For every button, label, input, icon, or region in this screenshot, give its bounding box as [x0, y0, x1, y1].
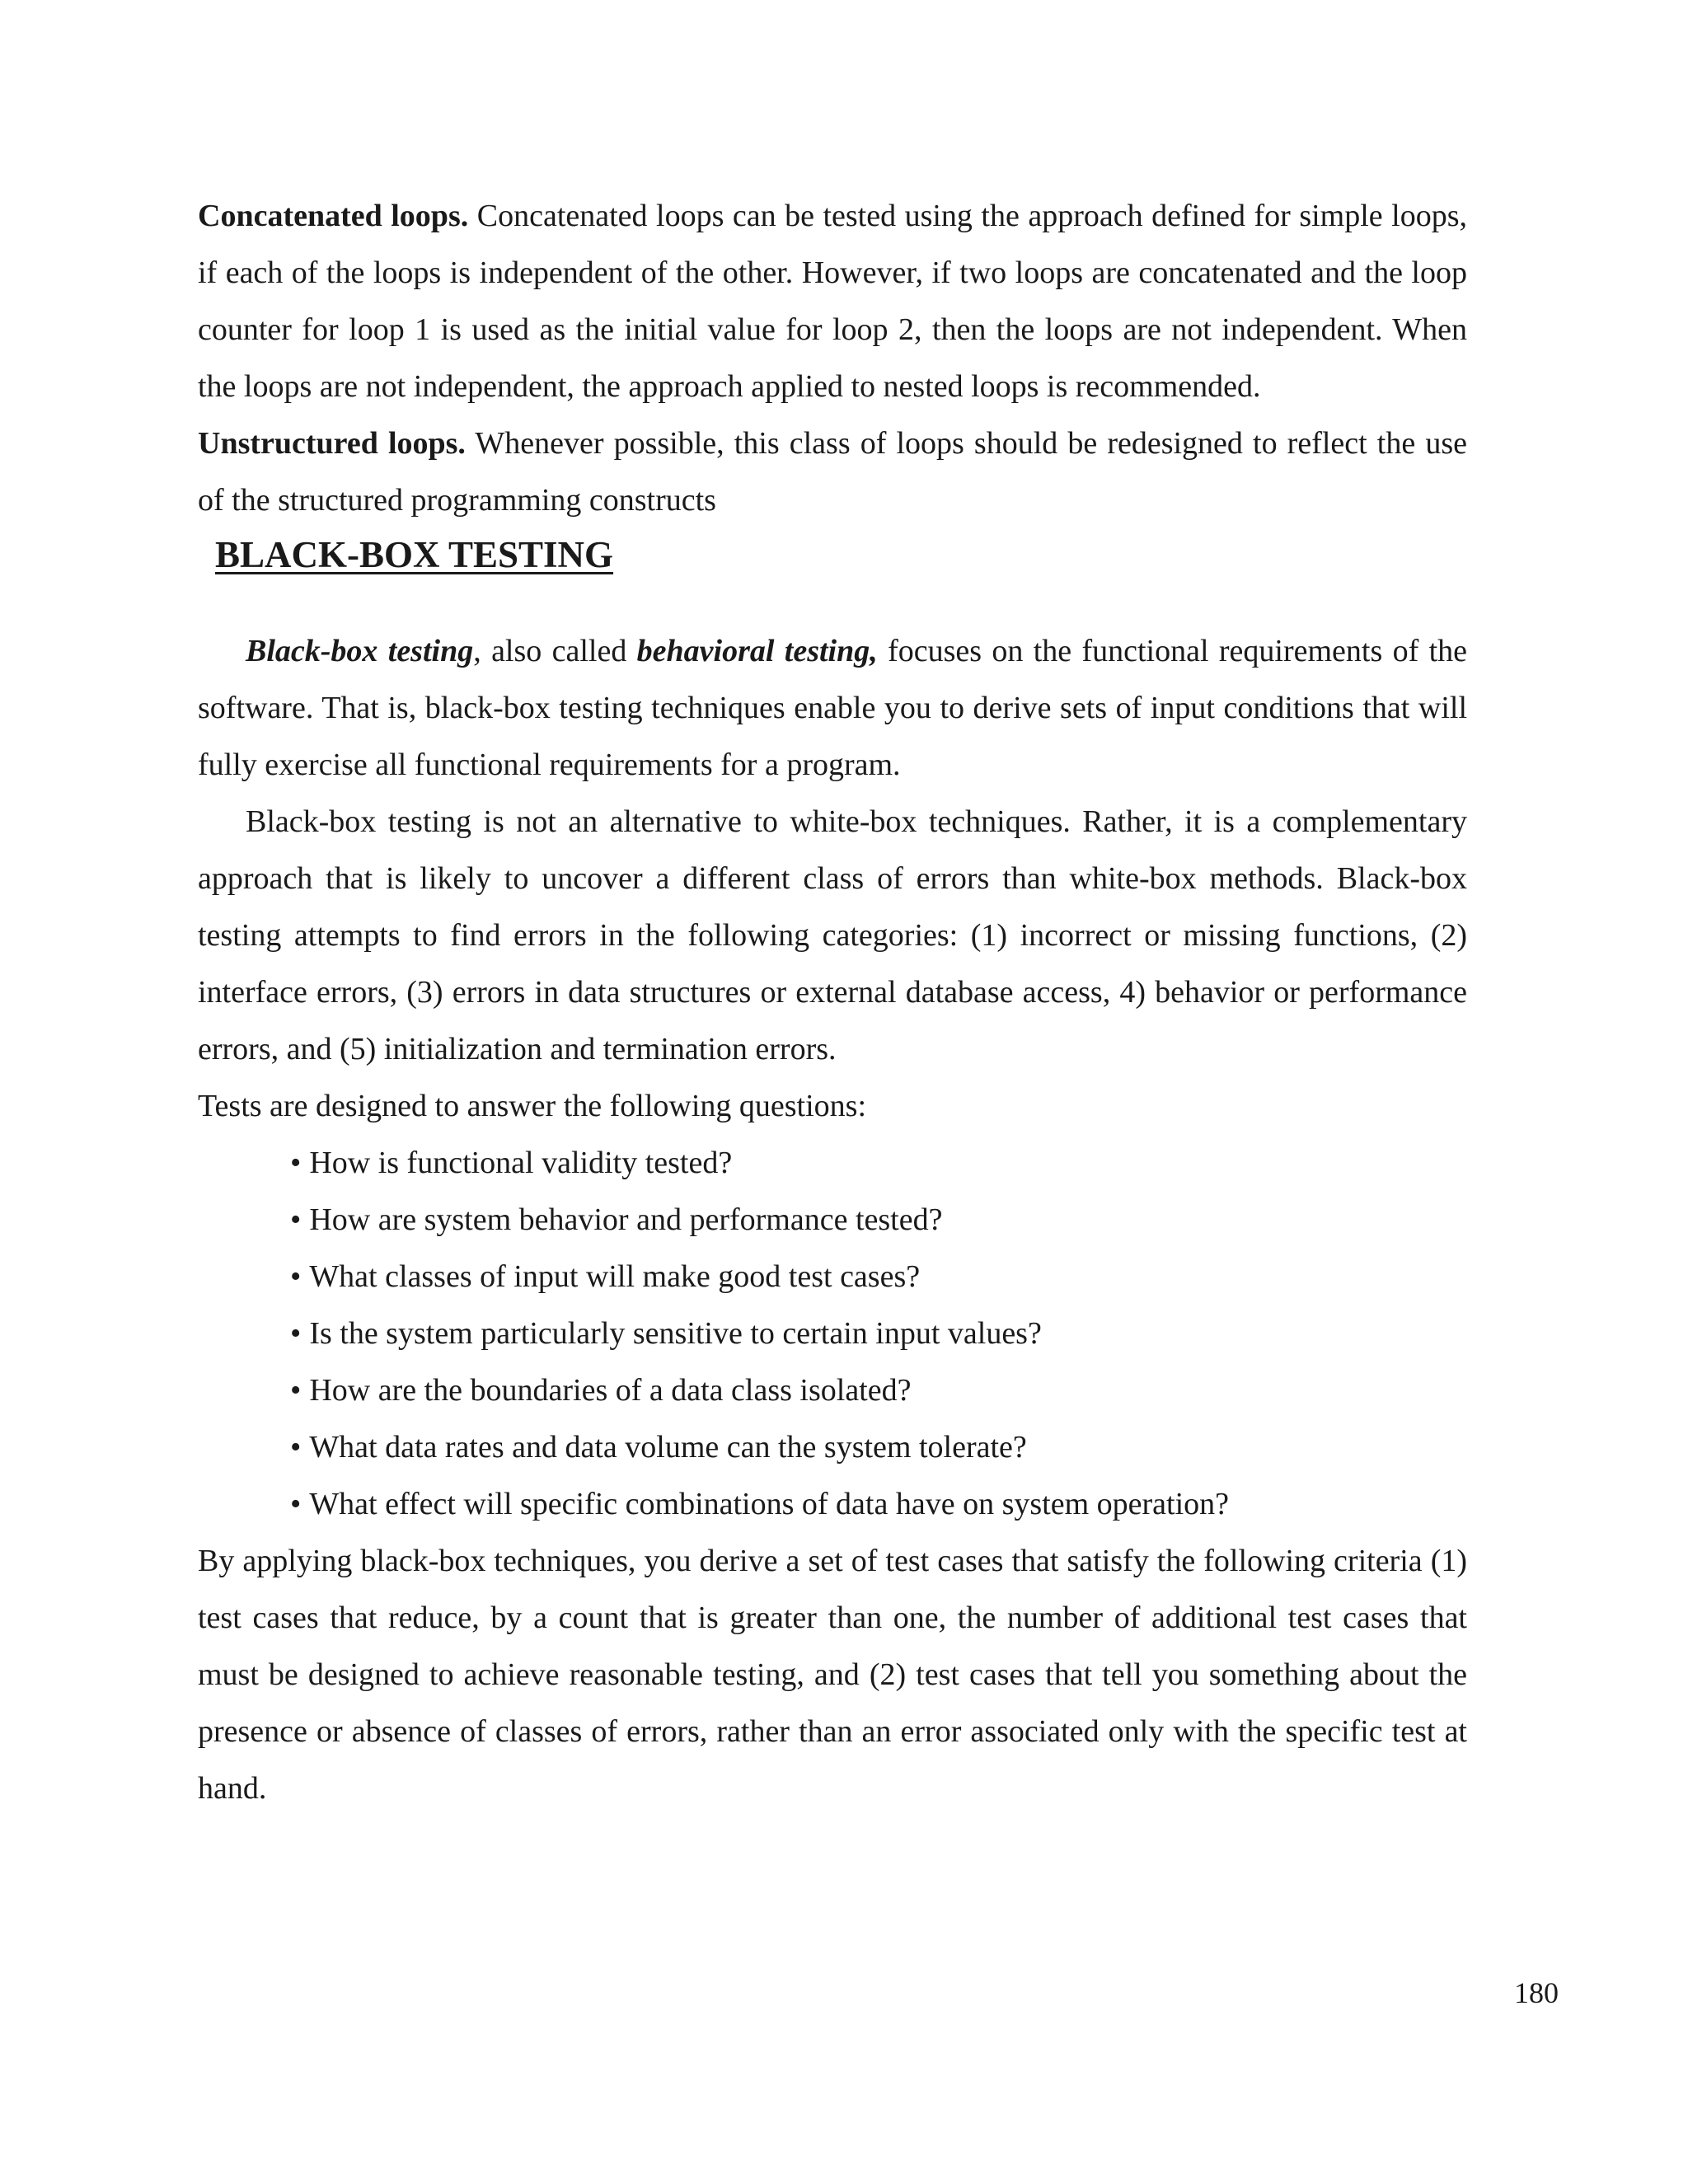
- question-item: • How are system behavior and performance tested?: [290, 1192, 1467, 1249]
- concatenated-loops-label: Concatenated loops.: [198, 199, 469, 233]
- question-item: • Is the system particularly sensitive to certain input values?: [290, 1305, 1467, 1362]
- question-item: • What effect will specific combinations of data have on system operation?: [290, 1476, 1467, 1533]
- page-content: [198, 188, 1467, 1817]
- question-item: • What classes of input will make good test cases?: [290, 1249, 1467, 1305]
- section-heading: BLACK-BOX TESTING: [215, 534, 614, 575]
- question-item: • What data rates and data volume can the system tolerate?: [290, 1419, 1467, 1476]
- behavioral-testing-term: behavioral testing,: [636, 634, 878, 668]
- concatenated-loops-paragraph: [198, 188, 1467, 415]
- question-item: • How is functional validity tested?: [290, 1135, 1467, 1192]
- concatenated-loops-text: Concatenated loops can be tested using the approach defined for simple loops, if each of the loops is independent of the other. However, if two loops are concatenated and the loop counter for loop 1 is used as the initial value for loop 2, then the loops are not independent. When the loops are not independent, the approach applied to nested loops is recommended.: [198, 199, 1468, 404]
- unstructured-loops-paragraph: [198, 415, 1467, 529]
- questions-intro: Tests are designed to answer the following questions:: [198, 1089, 867, 1123]
- unstructured-loops-label: Unstructured loops.: [198, 426, 466, 461]
- criteria-paragraph: By applying black-box techniques, you derive a set of test cases that satisfy the following criteria (1) test cases that reduce, by a count that is greater than one, the number of additional test cases that must be designed to achieve reasonable testing, and (2) test cases that tell you something about the presence or absence of classes of errors, rather than an error associated only with the specific test at hand.: [198, 1544, 1467, 1806]
- error-categories-paragraph: Black-box testing is not an alternative to white-box techniques. Rather, it is a complementary approach that is likely to uncover a different class of errors than white-box methods. Black-box testing attempts to find errors in the following categories: (1) incorrect or missing functions, (2) interface errors, (3) errors in data structures or external database access, 4) behavior or performance errors, and (5) initialization and termination errors.: [198, 804, 1467, 1066]
- black-box-definition-paragraph: [198, 623, 1467, 794]
- black-box-term: Black-box testing: [246, 634, 474, 668]
- page-number: 180: [1514, 1976, 1559, 2009]
- definition-rest: focuses on the functional requirements of the software. That is, black-box testing techniques enable you to derive sets of input conditions that will fully exercise all functional requirements for a program.: [198, 634, 1467, 782]
- heading-spacer: [198, 580, 1467, 623]
- question-item: • How are the boundaries of a data class isolated?: [290, 1362, 1467, 1419]
- questions-list: [198, 1135, 1467, 1533]
- definition-connector: , also called: [473, 634, 637, 668]
- unstructured-loops-text: Whenever possible, this class of loops should be redesigned to reflect the use of the structured programming constructs: [198, 426, 1467, 518]
